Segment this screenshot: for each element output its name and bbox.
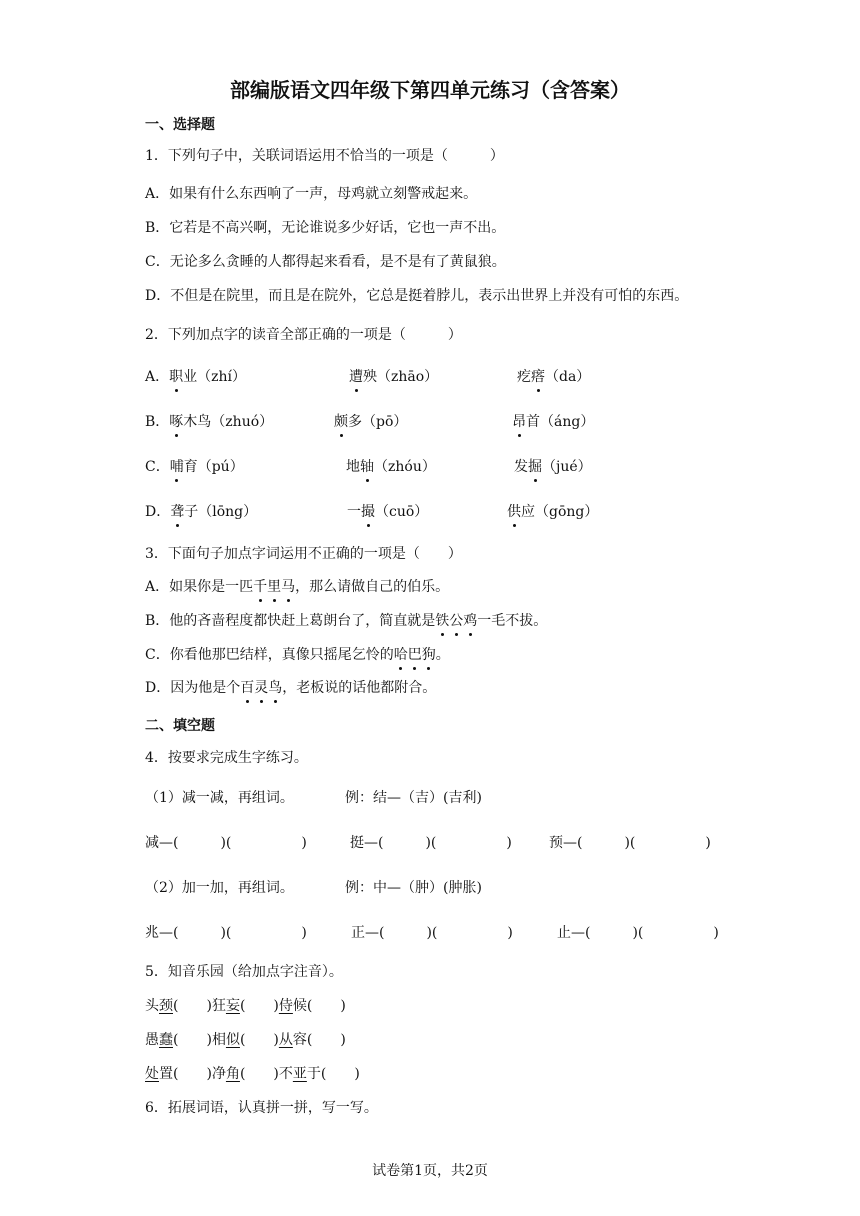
question-3-stem: 3．下面句子加点字词运用不正确的一项是（ ）	[145, 546, 462, 562]
question-3-option-c: C．你看他那巴结样，真像只摇尾乞怜的哈巴狗。	[145, 647, 450, 663]
dotted-char: 狗	[421, 647, 436, 663]
page-footer: 试卷第1页，共2页	[372, 1163, 488, 1179]
question-5-stem: 5．知音乐园（给加点字注音）。	[145, 964, 343, 980]
question-4-example-1: 例：结—（吉）(吉利)	[345, 790, 482, 806]
section-heading-fill: 二、填空题	[145, 718, 215, 734]
underlined-char: 从	[278, 1032, 293, 1048]
dotted-char: 里	[267, 579, 282, 595]
question-4-part-1: （1）减一减，再组词。	[145, 790, 294, 806]
dotted-char: 灵	[254, 680, 269, 696]
dotted-char: 鸟	[268, 680, 283, 696]
question-2-stem: 2．下列加点字的读音全部正确的一项是（ ）	[145, 327, 462, 343]
question-2-option-a-word-2: 遭殃（zhāo）	[349, 369, 439, 385]
question-3-option-d: D．因为他是个百灵鸟，老板说的话他都附合。	[145, 680, 437, 696]
question-1-option-b: B．它若是不高兴啊，无论谁说多少好话，它也一声不出。	[145, 220, 506, 236]
underlined-char: 妄	[225, 998, 240, 1014]
blank-item[interactable]: 挺—( )( )	[350, 835, 512, 851]
question-4-stem: 4．按要求完成生字练习。	[145, 750, 308, 766]
dotted-char: 巴	[407, 647, 422, 663]
dotted-char: 哺	[169, 459, 184, 475]
question-2-option-b-word-2: 颇多（pō）	[334, 414, 408, 430]
question-2-option-b-word-3: 昂首（áng）	[512, 414, 595, 430]
dotted-char: 掘	[528, 459, 542, 475]
pinyin-row-1: 头颈( )狂妄( )侍候( )	[145, 998, 346, 1014]
question-3-option-b: B．他的吝啬程度都快赶上葛朗台了，简直就是铁公鸡一毛不拔。	[145, 613, 548, 629]
underlined-char: 角	[225, 1066, 240, 1082]
dotted-char: 千	[253, 579, 268, 595]
blank-item[interactable]: 止—( )( )	[557, 925, 719, 941]
dotted-char: 颇	[334, 414, 348, 430]
underlined-char: 颈	[159, 998, 173, 1014]
pinyin-row-2: 愚蠢( )相似( )从容( )	[145, 1032, 346, 1048]
question-3-option-a: A．如果你是一匹千里马，那么请做自己的伯乐。	[145, 579, 450, 595]
underlined-char: 处	[145, 1066, 159, 1082]
blank-item[interactable]: 预—( )( )	[549, 835, 711, 851]
dotted-char: 聋	[170, 504, 185, 520]
dotted-char: 撮	[361, 504, 375, 520]
dotted-char: 轴	[360, 459, 374, 475]
question-6-stem: 6．拓展词语，认真拼一拼，写一写。	[145, 1100, 378, 1116]
question-2-option-d-word-3: 供应（gōng）	[507, 504, 599, 520]
question-2-option-d-word-2: 一撮（cuō）	[347, 504, 429, 520]
underlined-char: 蠢	[159, 1032, 173, 1048]
question-4-part-2: （2）加一加，再组词。	[145, 880, 294, 896]
dotted-char: 铁	[435, 613, 450, 629]
question-1-option-a: A．如果有什么东西响了一声，母鸡就立刻警戒起来。	[145, 186, 478, 202]
underlined-char: 似	[225, 1032, 240, 1048]
dotted-char: 公	[449, 613, 464, 629]
dotted-char: 瘩	[531, 369, 545, 385]
dotted-char: 昂	[512, 414, 526, 430]
question-1-option-d: D．不但是在院里，而且是在院外，它总是挺着脖儿，表示出世界上并没有可怕的东西。	[145, 288, 689, 304]
question-2-option-c-word-2: 地轴（zhóu）	[346, 459, 436, 475]
question-1-option-c: C．无论多么贪睡的人都得起来看看，是不是有了黄鼠狼。	[145, 254, 506, 270]
question-2-option-c: C．哺育（pú）	[145, 459, 244, 475]
question-2-option-c-word-3: 发掘（jué）	[514, 459, 592, 475]
question-2-option-d: D．聋子（lōng）	[145, 504, 258, 520]
dotted-char: 供	[507, 504, 521, 520]
dotted-char: 鸡	[463, 613, 478, 629]
question-2-option-a: A．职业（zhí）	[145, 369, 246, 385]
dotted-char: 马	[281, 579, 296, 595]
section-heading-choice: 一、选择题	[145, 117, 215, 133]
question-2-option-b: B．啄木鸟（zhuó）	[145, 414, 274, 430]
blank-item[interactable]: 正—( )( )	[351, 925, 513, 941]
question-1-stem: 1．下列句子中，关联词语运用不恰当的一项是（ ）	[145, 148, 504, 164]
underlined-char: 亚	[292, 1066, 307, 1082]
dotted-char: 啄	[169, 414, 184, 430]
dotted-char: 哈	[393, 647, 408, 663]
question-4-example-2: 例：中—（肿）(肿胀)	[345, 880, 482, 896]
question-2-option-a-word-3: 疙瘩（da）	[517, 369, 591, 385]
dotted-char: 职	[169, 369, 184, 385]
pinyin-row-3: 处置( )净角( )不亚于( )	[145, 1066, 360, 1082]
page-title: 部编版语文四年级下第四单元练习（含答案）	[230, 78, 630, 102]
blank-item[interactable]: 兆—( )( )	[145, 925, 307, 941]
blank-item[interactable]: 减—( )( )	[145, 835, 307, 851]
option-label: B．	[145, 414, 170, 430]
option-label: C．	[145, 459, 170, 475]
dotted-char: 百	[240, 680, 255, 696]
option-label: A．	[145, 369, 170, 385]
dotted-char: 遭	[349, 369, 363, 385]
underlined-char: 侍	[278, 998, 293, 1014]
option-label: D．	[145, 504, 171, 520]
